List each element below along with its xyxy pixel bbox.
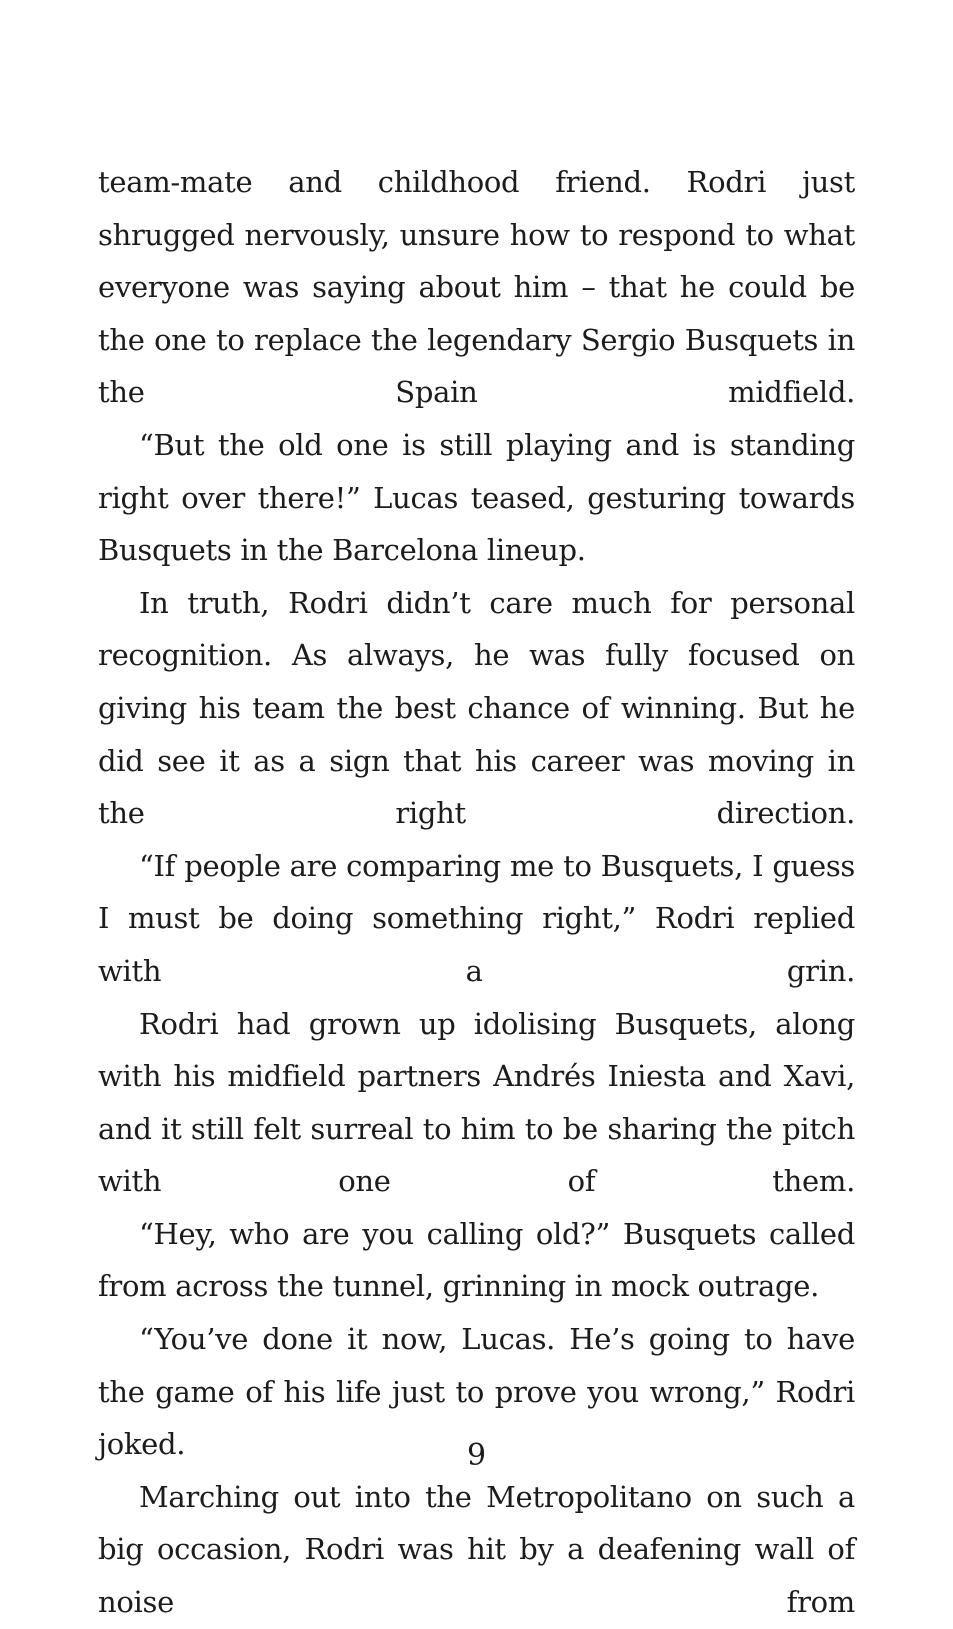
paragraph-busquets-reply: “Hey, who are you calling old?” Busquets called from across the tunnel, grinning in mock outrage. bbox=[98, 1216, 855, 1304]
paragraph-lucas-tease: “But the old one is still playing and is standing right over there!” Lucas teased, gesturing towards Busquets in the Barcelona lineup. bbox=[98, 427, 855, 568]
page-number: 9 bbox=[466, 1438, 487, 1473]
paragraph-metropolitano: Marching out into the Metropolitano on such a big occasion, Rodri was hit by a deafening wall of noise from bbox=[98, 1479, 855, 1620]
paragraph-idolising: Rodri had grown up idolising Busquets, along with his midfield partners Andrés Iniesta and Xavi, and it still felt surreal to him to be sharing the pitch with one of them. bbox=[98, 1006, 855, 1199]
paragraph-recognition: In truth, Rodri didn’t care much for personal recognition. As always, he was fully focused on giving his team the best chance of winning. But he did see it as a sign that his career was moving in the right direction. bbox=[98, 585, 855, 831]
paragraph-rodri-reply: “If people are comparing me to Busquets, I guess I must be doing something right,” Rodri replied with a grin. bbox=[98, 848, 855, 988]
paragraph-continuation: team-mate and childhood friend. Rodri just shrugged nervously, unsure how to respond to what everyone was saying about him – that he could be the one to replace the legendary Sergio Busquets in the Spain midfield. bbox=[98, 165, 855, 410]
paragraph-rodri-joke: “You’ve done it now, Lucas. He’s going to have the game of his life just to prove you wrong,” Rodri joked. bbox=[98, 1322, 855, 1462]
body-text bbox=[98, 156, 855, 1629]
